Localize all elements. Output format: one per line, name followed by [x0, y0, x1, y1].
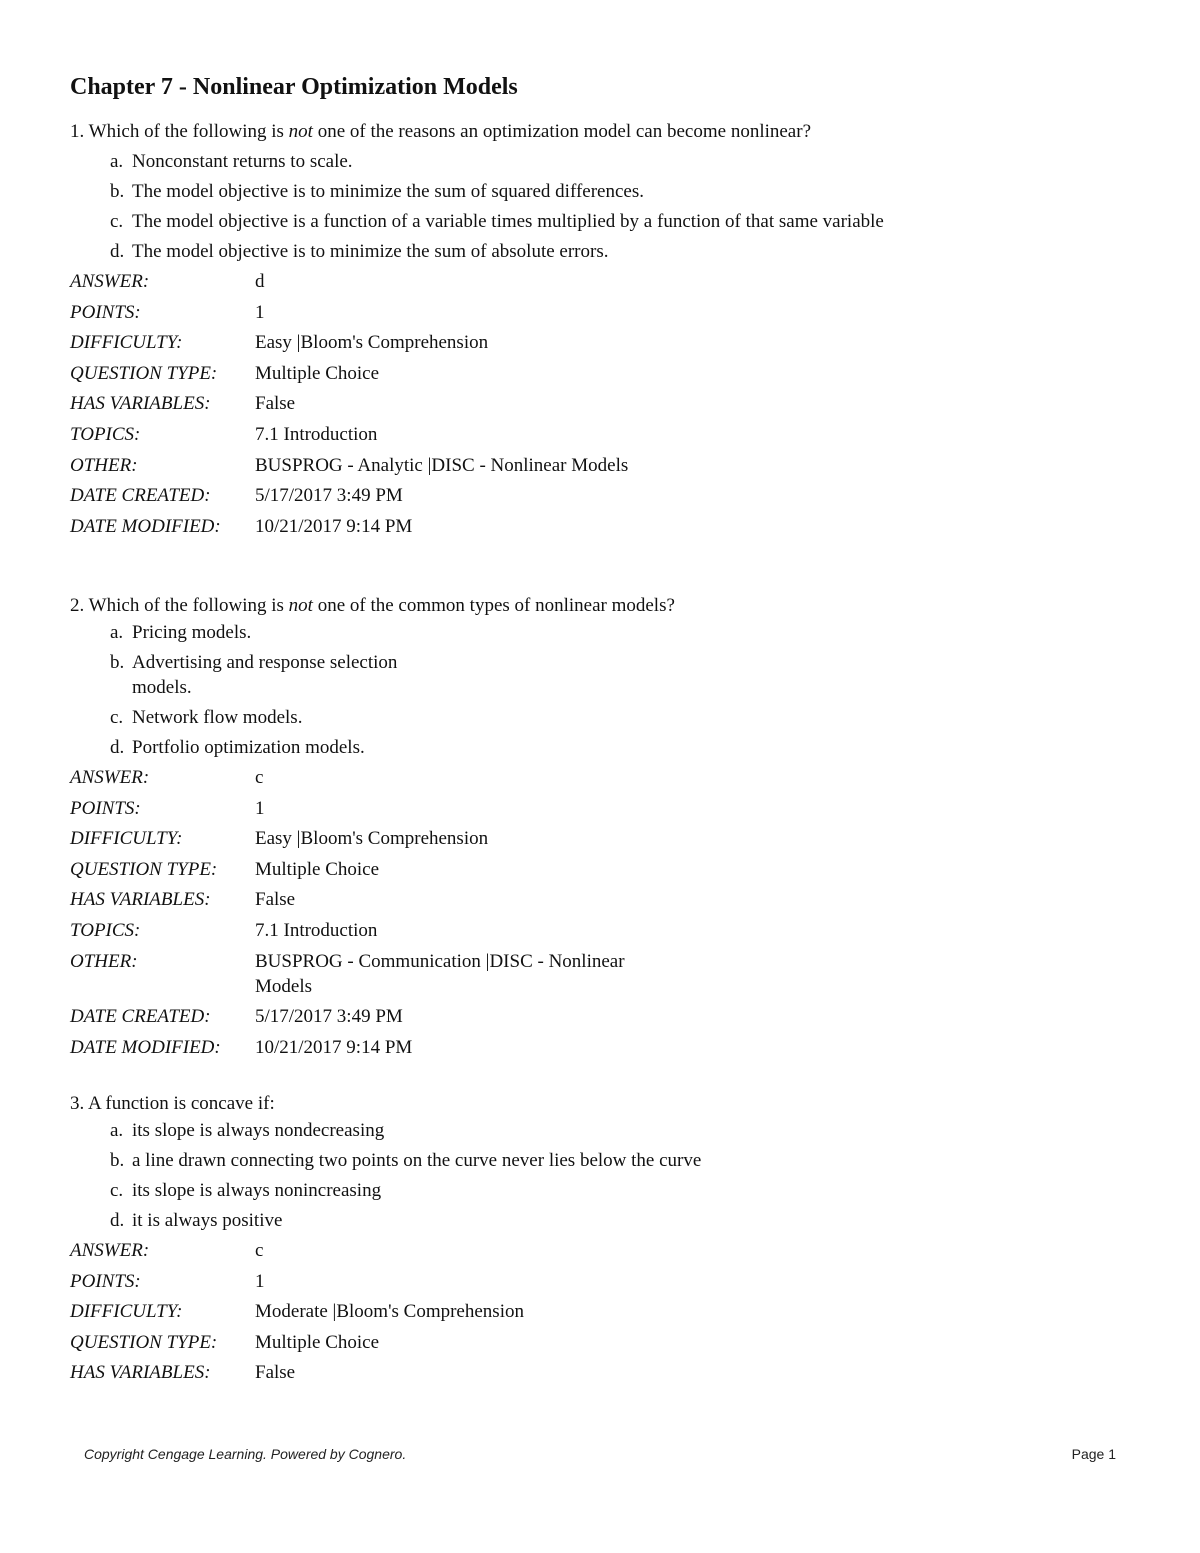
option-letter: d.: [110, 737, 125, 758]
meta-key: DATE MODIFIED:: [70, 1036, 221, 1058]
meta-value: c: [255, 767, 264, 788]
option-text: Advertising and response selection models.: [132, 652, 398, 698]
meta-value: False: [255, 393, 296, 415]
meta-key: OTHER:: [70, 454, 138, 476]
option-text: its slope is always nondecreasing: [132, 1120, 385, 1141]
meta-key: HAS VARIABLES:: [70, 1362, 211, 1384]
options-list: [70, 149, 950, 264]
meta-date-created: [70, 483, 950, 508]
stem-emphasis: not: [288, 121, 313, 142]
meta-key: DATE MODIFIED:: [70, 515, 221, 537]
meta-key: POINTS:: [70, 797, 141, 819]
question-number: 3.: [70, 1093, 85, 1114]
meta-value: 10/21/2017 9:14 PM: [255, 1036, 413, 1058]
option-letter: c.: [110, 211, 124, 232]
meta-key: ANSWER:: [70, 767, 150, 788]
option-d: [70, 239, 950, 264]
meta-key: ANSWER:: [70, 271, 150, 292]
option-letter: c.: [110, 707, 124, 728]
meta-key: POINTS:: [70, 1270, 141, 1292]
meta-value: Easy |Bloom's Comprehension: [255, 332, 489, 354]
meta-question-type: [70, 361, 950, 386]
meta-value: Multiple Choice: [255, 362, 380, 384]
option-letter: b.: [110, 181, 125, 202]
meta-value: 7.1 Introduction: [255, 919, 378, 941]
stem-text-end: one of the reasons an optimization model can become nonlinear?: [312, 121, 811, 142]
option-text: Pricing models.: [132, 622, 252, 643]
option-b: [70, 650, 452, 700]
meta-value: False: [255, 1362, 296, 1384]
option-letter: a.: [110, 151, 124, 172]
meta-points: [70, 1269, 950, 1294]
meta-date-created: [70, 1004, 950, 1029]
question-number: 1.: [70, 121, 85, 142]
option-text: The model objective is to minimize the sum of squared differences.: [132, 181, 644, 202]
meta-answer: [70, 269, 950, 294]
option-text: Nonconstant returns to scale.: [132, 151, 353, 172]
meta-other: [70, 453, 950, 478]
question-stem: [70, 592, 950, 619]
option-d: [70, 735, 950, 760]
meta-key: DIFFICULTY:: [70, 332, 183, 354]
option-a: [70, 620, 950, 645]
options-list: [70, 620, 950, 760]
meta-key: QUESTION TYPE:: [70, 858, 218, 880]
meta-value: Multiple Choice: [255, 858, 380, 880]
option-text: Network flow models.: [132, 707, 303, 728]
option-a: [70, 149, 950, 174]
question-metadata: [70, 765, 950, 1060]
option-b: [70, 179, 950, 204]
meta-value: 5/17/2017 3:49 PM: [255, 1006, 403, 1028]
question-1: [70, 118, 950, 544]
meta-topics: [70, 422, 950, 447]
option-text: Portfolio optimization models.: [132, 737, 365, 758]
option-letter: a.: [110, 1120, 124, 1141]
meta-key: HAS VARIABLES:: [70, 393, 211, 415]
meta-has-variables: [70, 1360, 950, 1385]
meta-value: Easy |Bloom's Comprehension: [255, 828, 489, 850]
question-3: [70, 1090, 950, 1391]
option-text: its slope is always nonincreasing: [132, 1180, 382, 1201]
option-c: [70, 209, 922, 234]
copyright-notice: Copyright Cengage Learning. Powered by Cognero.: [84, 1446, 407, 1462]
page-footer: [84, 1446, 1116, 1462]
meta-key: DATE CREATED:: [70, 485, 211, 507]
option-b: [70, 1148, 742, 1173]
meta-other: [70, 949, 950, 999]
meta-key: DIFFICULTY:: [70, 828, 183, 850]
meta-answer: [70, 1238, 950, 1263]
stem-emphasis: not: [288, 595, 313, 616]
meta-key: QUESTION TYPE:: [70, 1331, 218, 1353]
page-title: Chapter 7 - Nonlinear Optimization Models: [70, 74, 518, 100]
meta-value: False: [255, 889, 296, 911]
option-text: a line drawn connecting two points on the curve never lies below the curve: [132, 1150, 702, 1171]
meta-has-variables: [70, 887, 950, 912]
option-c: [70, 1178, 950, 1203]
meta-question-type: [70, 857, 950, 882]
meta-date-modified: [70, 514, 950, 539]
option-a: [70, 1118, 950, 1143]
meta-value: 5/17/2017 3:49 PM: [255, 485, 403, 507]
meta-key: POINTS:: [70, 301, 141, 323]
meta-difficulty: [70, 1299, 950, 1324]
option-letter: d.: [110, 241, 125, 262]
meta-key: HAS VARIABLES:: [70, 889, 211, 911]
meta-key: ANSWER:: [70, 1240, 150, 1261]
meta-value: 7.1 Introduction: [255, 423, 378, 445]
meta-key: QUESTION TYPE:: [70, 362, 218, 384]
options-list: [70, 1118, 950, 1233]
meta-difficulty: [70, 826, 950, 851]
stem-text-end: one of the common types of nonlinear models?: [312, 595, 675, 616]
option-letter: a.: [110, 622, 124, 643]
meta-points: [70, 300, 950, 325]
option-c: [70, 705, 950, 730]
meta-key: TOPICS:: [70, 919, 141, 941]
meta-key: DATE CREATED:: [70, 1006, 211, 1028]
meta-value: BUSPROG - Communication |DISC - Nonlinear Models: [255, 950, 625, 997]
meta-value: d: [255, 271, 265, 292]
meta-key: TOPICS:: [70, 423, 141, 445]
meta-value: Moderate |Bloom's Comprehension: [255, 1301, 524, 1323]
meta-key: DIFFICULTY:: [70, 1301, 183, 1323]
stem-text: Which of the following is: [88, 595, 289, 616]
question-number: 2.: [70, 595, 85, 616]
meta-value: Multiple Choice: [255, 1331, 380, 1353]
option-d: [70, 1208, 950, 1233]
meta-value: BUSPROG - Analytic |DISC - Nonlinear Models: [255, 454, 629, 476]
meta-points: [70, 796, 950, 821]
meta-answer: [70, 765, 950, 790]
option-letter: c.: [110, 1180, 124, 1201]
meta-topics: [70, 918, 950, 943]
meta-value: 10/21/2017 9:14 PM: [255, 515, 413, 537]
stem-text: Which of the following is: [88, 121, 289, 142]
page-number: Page 1: [1071, 1446, 1116, 1462]
question-metadata: [70, 269, 950, 539]
meta-value: 1: [255, 1270, 265, 1292]
option-letter: b.: [110, 1150, 125, 1171]
question-stem: [70, 1090, 950, 1117]
question-metadata: [70, 1238, 950, 1385]
option-letter: b.: [110, 652, 125, 673]
meta-question-type: [70, 1330, 950, 1355]
meta-value: 1: [255, 301, 265, 323]
option-text: The model objective is to minimize the sum of absolute errors.: [132, 241, 609, 262]
meta-has-variables: [70, 391, 950, 416]
question-stem: [70, 118, 950, 145]
meta-key: OTHER:: [70, 950, 138, 972]
question-2: [70, 592, 950, 1065]
meta-value: 1: [255, 797, 265, 819]
meta-difficulty: [70, 330, 950, 355]
option-text: The model objective is a function of a variable times multiplied by a function of that same variable: [132, 211, 884, 232]
option-text: it is always positive: [132, 1210, 283, 1231]
meta-value: c: [255, 1240, 264, 1261]
stem-text: A function is concave if:: [87, 1093, 275, 1114]
option-letter: d.: [110, 1210, 125, 1231]
meta-date-modified: [70, 1035, 950, 1060]
